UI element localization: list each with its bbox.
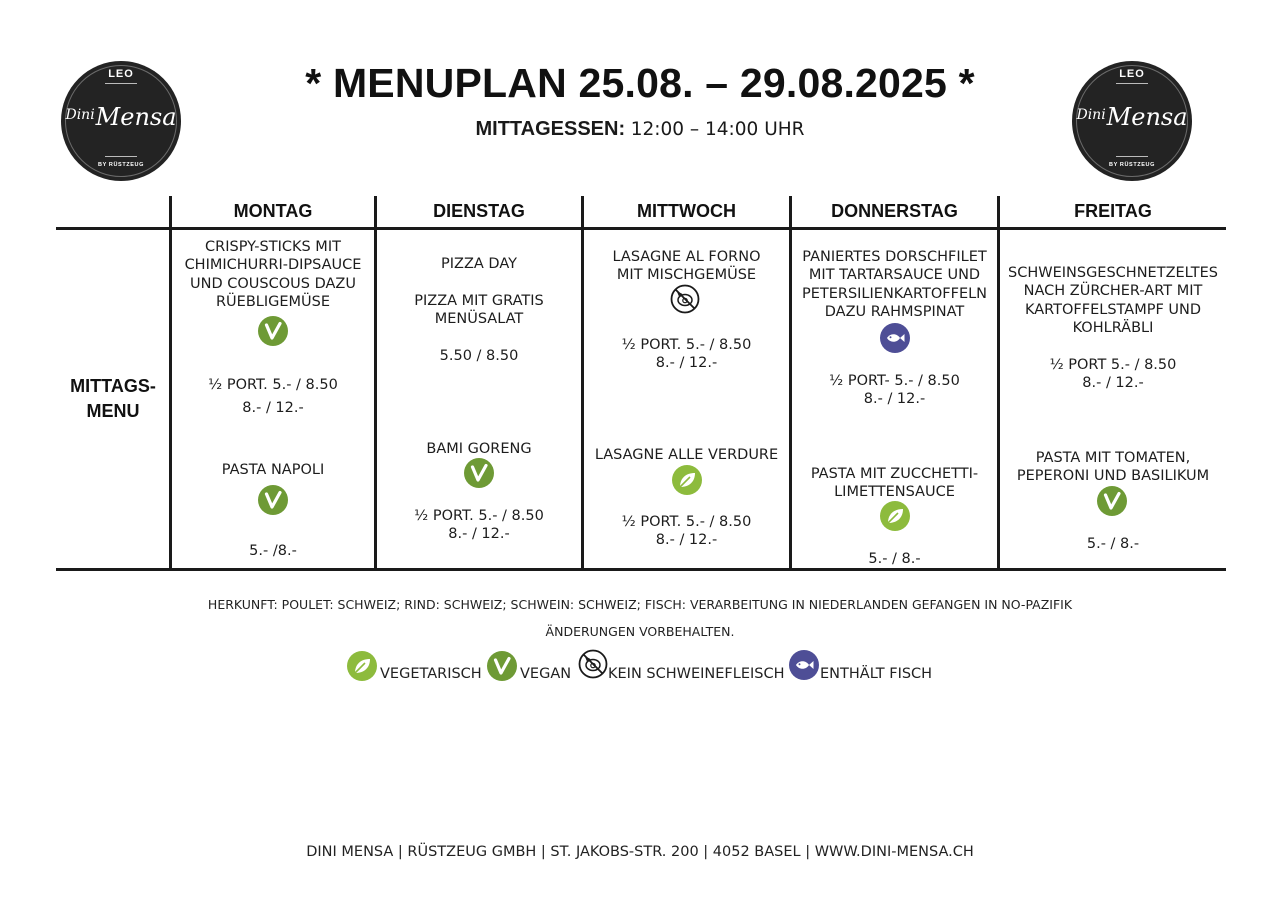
logo-by-label: BY RÜSTZEUG [1109, 162, 1155, 168]
logo-by-label: BY RÜSTZEUG [98, 162, 144, 168]
no-pork-icon [578, 649, 608, 679]
day-header-wednesday: MITTWOCH [637, 201, 736, 221]
monday-dish-2: PASTA NAPOLI [221, 462, 325, 478]
vegan-icon [258, 316, 288, 346]
friday-dish-2: PASTA MIT TOMATEN, PEPERONI UND BASILIKUM [1016, 450, 1210, 485]
vegetarian-icon [672, 465, 702, 495]
lunch-hours: 12:00 – 14:00 UHR [630, 119, 805, 140]
monday-price-1: ½ PORT. 5.- / 8.50 8.- / 12.- [208, 377, 338, 416]
wednesday-dish-2: LASAGNE ALLE VERDURE [594, 447, 779, 463]
contact-footer: DINI MENSA | RÜSTZEUG GMBH | ST. JAKOBS-STR. 200 | 4052 BASEL | WWW.DINI-MENSA.CH [306, 844, 974, 860]
origin-note: HERKUNFT: POULET: SCHWEIZ; RIND: SCHWEIZ; SCHWEIN: SCHWEIZ; FISCH: VERARBEITUNG IN NIEDERLANDEN GEFANGEN IN NO-PAZIFIK [207, 597, 1073, 612]
friday-dish-1: SCHWEINSGESCHNETZELTES NACH ZÜRCHER-ART MIT KARTOFFELSTAMPF UND KOHLRÄBLI [1008, 265, 1218, 337]
header-rule [56, 227, 1226, 230]
vegan-icon [464, 458, 494, 488]
tuesday-price-1: 5.50 / 8.50 [439, 348, 519, 364]
bottom-rule [56, 568, 1226, 571]
vegan-icon [487, 651, 517, 681]
day-header-monday: MONTAG [233, 201, 313, 221]
disclaimer: ÄNDERUNGEN VORBEHALTEN. [545, 624, 735, 639]
day-header-thursday: DONNERSTAG [831, 201, 958, 221]
lunch-label: MITTAGESSEN: [475, 118, 626, 140]
vegan-icon [258, 485, 288, 515]
logo-mensa: Mensa [95, 103, 177, 131]
logo-dini: Dini [65, 107, 95, 123]
tuesday-price-2: ½ PORT. 5.- / 8.50 8.- / 12.- [414, 508, 544, 543]
vegan-icon [1097, 486, 1127, 516]
logo-dini: Dini [1076, 107, 1106, 123]
thursday-price-2: 5.- / 8.- [868, 551, 921, 567]
thursday-price-1: ½ PORT- 5.- / 8.50 8.- / 12.- [829, 373, 960, 408]
logo-leo-label: LEO [1119, 68, 1145, 80]
tuesday-dish-1-title: PIZZA DAY [441, 256, 517, 272]
monday-price-2: 5.- /8.- [249, 543, 297, 559]
wednesday-dish-1: LASAGNE AL FORNO MIT MISCHGEMÜSE [612, 249, 761, 284]
friday-price-1: ½ PORT 5.- / 8.50 8.- / 12.- [1049, 357, 1177, 392]
thursday-dish-1: PANIERTES DORSCHFILET MIT TARTARSAUCE UND PETERSILIENKARTOFFELN DAZU RAHMSPINAT [801, 249, 988, 321]
logo-leo-label: LEO [108, 68, 134, 80]
wednesday-price-1: ½ PORT. 5.- / 8.50 8.- / 12.- [621, 337, 752, 372]
no-pork-icon [670, 284, 700, 314]
day-header-tuesday: DIENSTAG [433, 201, 525, 221]
legend-vegan-label: VEGAN [520, 666, 572, 682]
page-title: * MENUPLAN 25.08. – 29.08.2025 * [305, 60, 975, 106]
row-label-lunch-menu: MITTAGS- MENU [70, 376, 156, 421]
tuesday-dish-2: BAMI GORENG [426, 441, 532, 457]
legend-vegetarian-label: VEGETARISCH [380, 666, 482, 682]
friday-price-2: 5.- / 8.- [1086, 536, 1140, 552]
vegetarian-icon [347, 651, 377, 681]
legend-no-pork-label: KEIN SCHWEINEFLEISCH [608, 666, 785, 682]
monday-dish-1: CRISPY-STICKS MIT CHIMICHURRI-DIPSAUCE UND COUSCOUS DAZU RÜEBLIGEMÜSE [184, 239, 362, 311]
tuesday-dish-1: PIZZA MIT GRATIS MENÜSALAT [414, 293, 544, 328]
logo-mensa: Mensa [1106, 103, 1188, 131]
thursday-dish-2: PASTA MIT ZUCCHETTI- LIMETTENSAUCE [810, 466, 979, 501]
fish-icon [789, 650, 819, 680]
wednesday-price-2: ½ PORT. 5.- / 8.50 8.- / 12.- [621, 514, 752, 549]
vegetarian-icon [880, 501, 910, 531]
legend-fish-label: ENTHÄLT FISCH [820, 666, 933, 682]
fish-icon [880, 323, 910, 353]
day-header-friday: FREITAG [1074, 201, 1152, 221]
